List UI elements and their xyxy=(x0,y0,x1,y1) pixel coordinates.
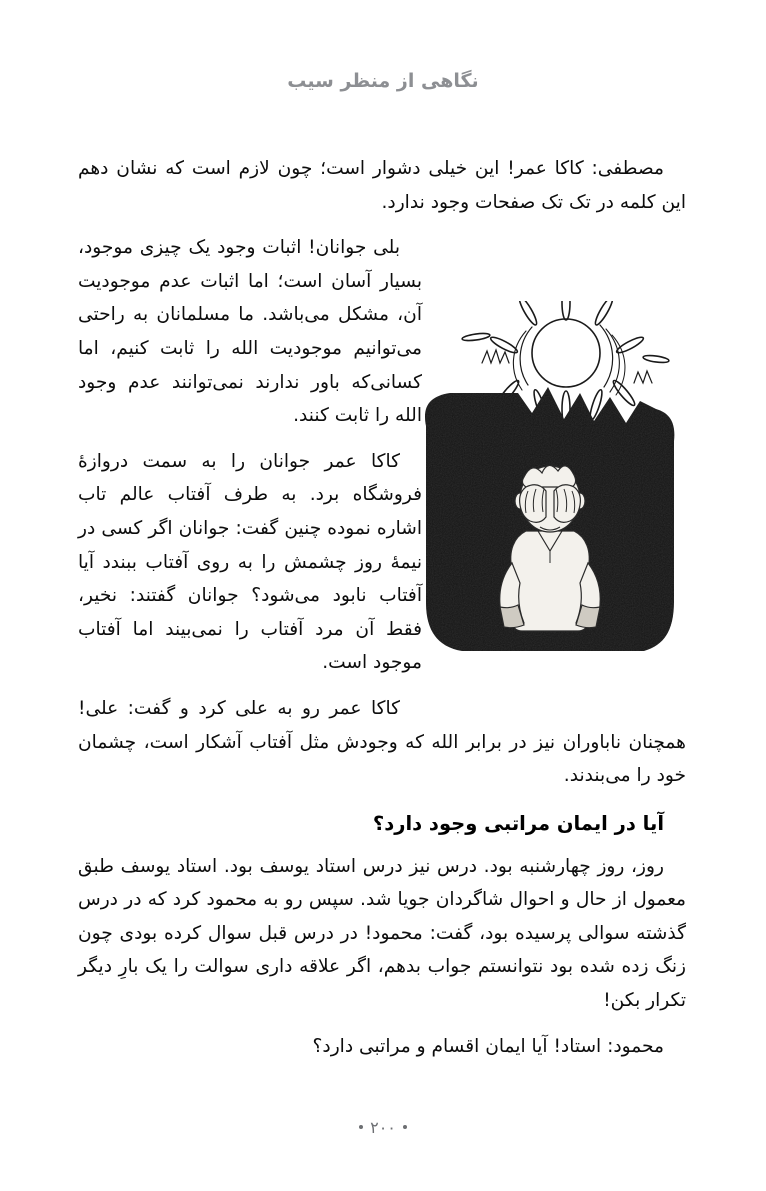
illustration-figure xyxy=(408,301,684,691)
folio-ornament-left-icon xyxy=(359,1125,363,1129)
page-text-column xyxy=(78,152,686,1075)
section-heading: آیا در ایمان مراتبی وجود دارد؟ xyxy=(372,811,664,835)
paragraph-4: کاکا عمر رو به علی کرد و گفت: علی! همچنان ناباوران نیز در برابر الله که وجودش مثل آفتاب آشکار است، چشمان خود را می‌بندند. xyxy=(78,697,686,787)
paragraph-2: بلی جوانان! اثبات وجود یک چیزی موجود، بسیار آسان است؛ اما اثبات عدم موجودیت آن، مشکل می‌باشد. ما مسلمانان به راحتی می‌توانیم موجودیت الله را ثابت کنیم، اما کسانی‌که باور ندارند نمی‌توانند عدم وجود الله را ثابت کنند. xyxy=(78,237,422,427)
running-header-title: نگاهی از منظر سیب xyxy=(287,70,479,92)
paragraph-5: روز، روز چهارشنبه بود. درس نیز درس استاد یوسف بود. استاد یوسف طبق معمول از حال و احوال شاگردان جویا شد. سپس رو به محمود کرد که در درس گذشته سوالی پرسیده بود، گفت: محمود! در درس قبل سوال کرده بودی چون زنگ زده شده بود نتوانستم جواب بدهم، اگر علاقه داری سوالت را یک بارِ دیگر تکرار بکن! xyxy=(78,855,686,1012)
page-folio xyxy=(0,1118,766,1137)
folio-ornament-right-icon xyxy=(403,1125,407,1129)
paragraph-1: مصطفی: کاکا عمر! این خیلی دشوار است؛ چون لازم است که نشان دهم این کلمه در تک تک صفحات وجود ندارد. xyxy=(78,158,686,213)
page-number: ۲۰۰ xyxy=(370,1118,396,1137)
paragraph-3: کاکا عمر جوانان را به سمت دروازهٔ فروشگاه برد. به طرف آفتاب عالم تاب اشاره نموده چنین گفت: جوانان اگر کسی در نیمهٔ روز چشمش را به روی آفتاب ببندد آیا آفتاب نابود می‌شود؟ جوانان گفتند: نخیر، فقط آن مرد آفتاب را نمی‌بیند اما آفتاب موجود است. xyxy=(78,450,422,674)
paragraph-6: محمود: استاد! آیا ایمان اقسام و مراتبی دارد؟ xyxy=(312,1035,664,1057)
